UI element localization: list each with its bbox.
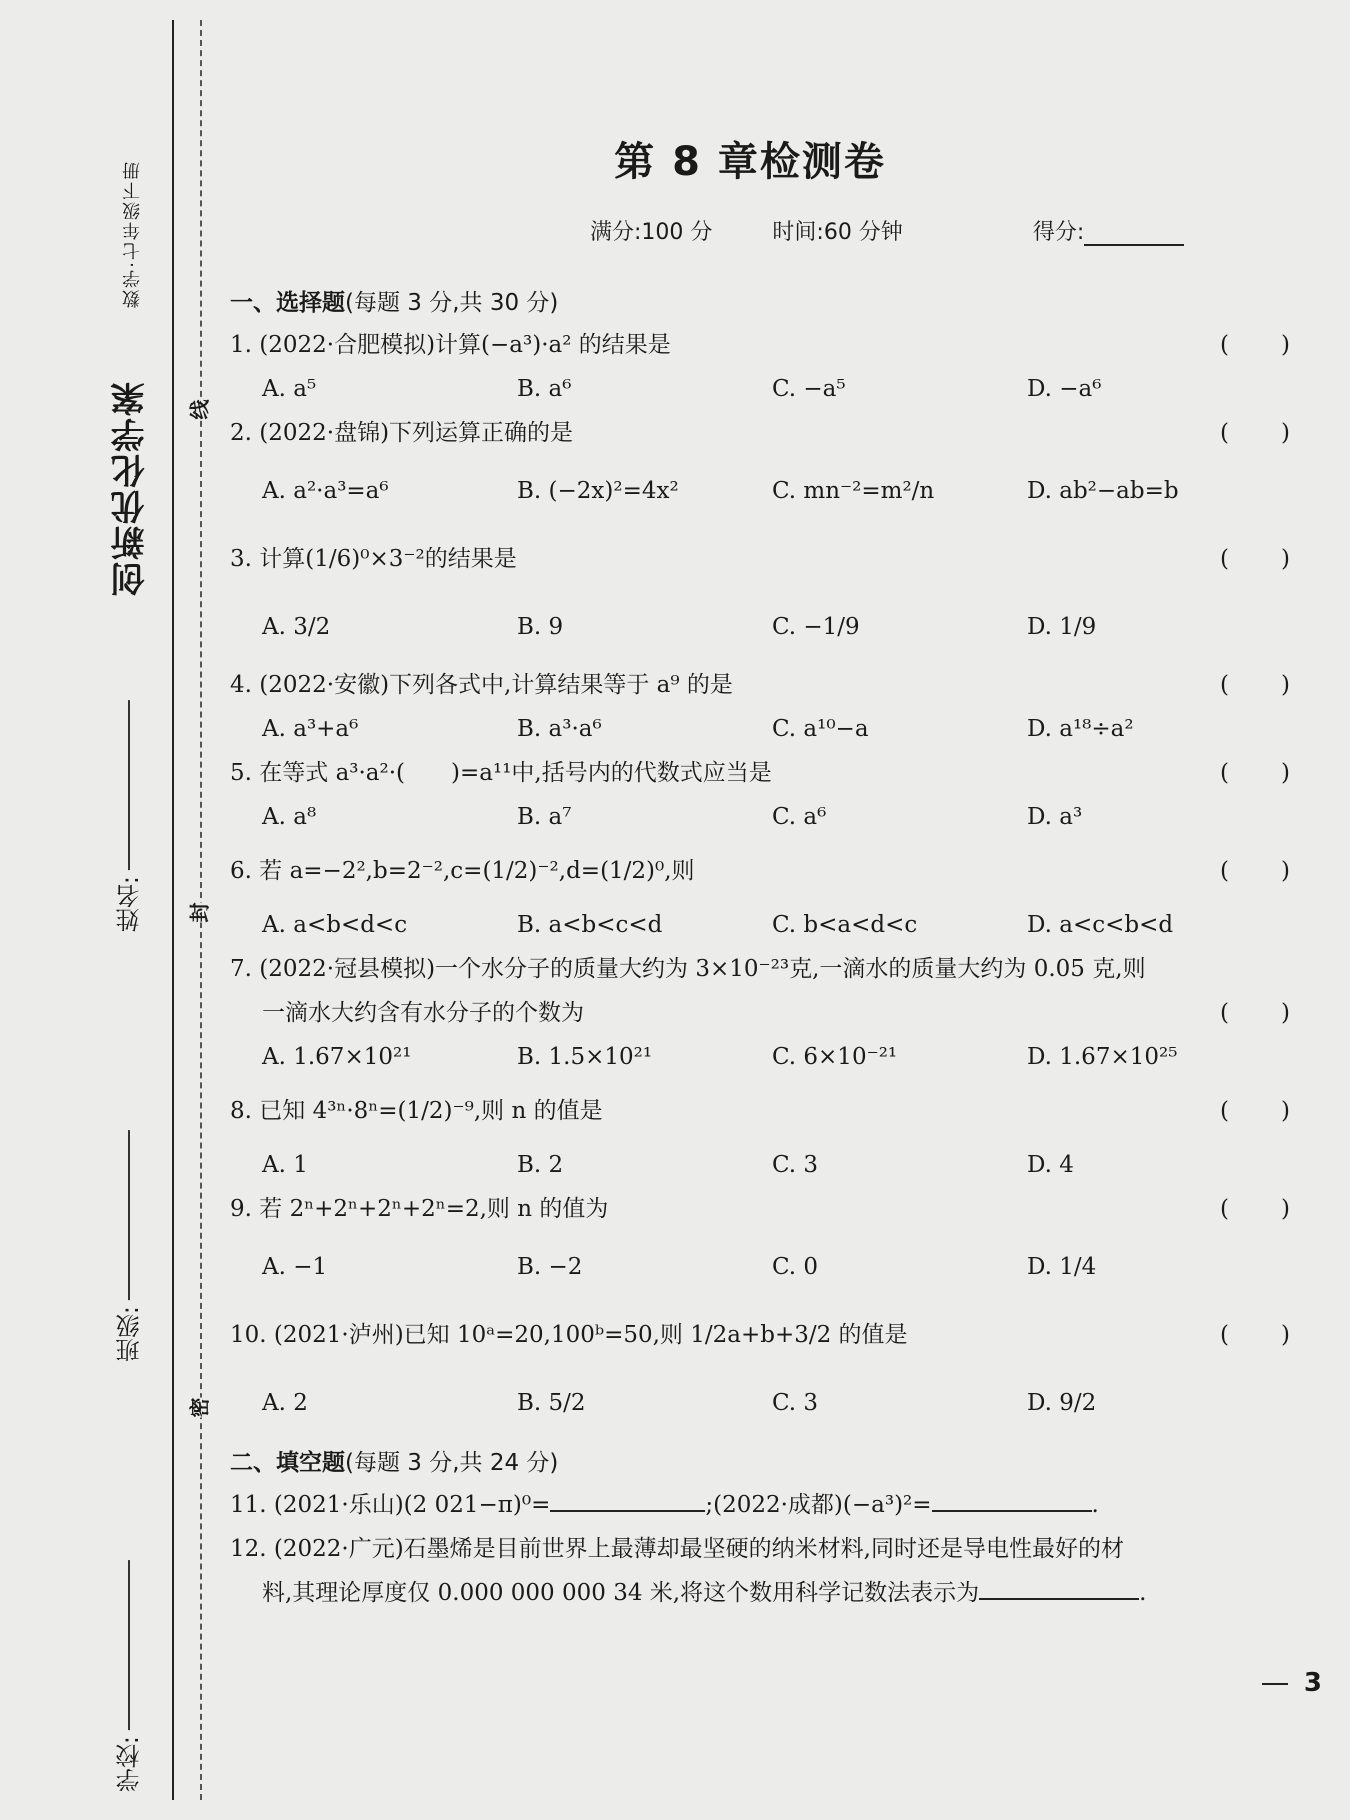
stem-text: 3. 计算(1/6)⁰×3⁻²的结果是 xyxy=(230,546,517,572)
option-d[interactable]: D. 1.67×10²⁵ xyxy=(1027,1044,1178,1070)
option-b[interactable]: B. a⁷ xyxy=(517,804,572,830)
paren-close: ) xyxy=(1281,1196,1290,1222)
page-number xyxy=(1262,1668,1322,1698)
question-stem xyxy=(230,1079,1290,1143)
paren-open: ( xyxy=(1220,672,1229,698)
answer-paren[interactable] xyxy=(1220,991,1290,1035)
answer-paren[interactable] xyxy=(1220,663,1290,707)
question-1 xyxy=(230,323,1290,411)
exam-meta xyxy=(590,215,1184,246)
section-heading xyxy=(230,283,1290,323)
answer-paren[interactable] xyxy=(1220,751,1290,795)
paren-close: ) xyxy=(1281,1322,1290,1348)
question-11 xyxy=(230,1483,1290,1527)
section-heading xyxy=(230,1443,1290,1483)
paren-open: ( xyxy=(1220,858,1229,884)
paren-open: ( xyxy=(1220,332,1229,358)
option-a[interactable]: A. 1 xyxy=(262,1152,308,1178)
school-field[interactable] xyxy=(112,1560,147,1792)
paren-open: ( xyxy=(1220,1000,1229,1026)
paren-open: ( xyxy=(1220,1322,1229,1348)
option-c[interactable]: C. a¹⁰−a xyxy=(772,716,869,742)
school-line xyxy=(129,1560,131,1730)
question-stem-line2 xyxy=(230,1571,1290,1615)
option-d[interactable]: D. a¹⁸÷a² xyxy=(1027,716,1134,742)
stem-text: 8. 已知 4³ⁿ·8ⁿ=(1/2)⁻⁹,则 n 的值是 xyxy=(230,1098,603,1124)
question-5 xyxy=(230,751,1290,839)
option-a[interactable]: A. a³+a⁶ xyxy=(262,716,359,742)
option-d[interactable]: D. 1/4 xyxy=(1027,1254,1097,1280)
options xyxy=(230,591,1290,663)
option-d[interactable]: D. ab²−ab=b xyxy=(1027,478,1179,504)
answer-paren[interactable] xyxy=(1220,411,1290,455)
option-b[interactable]: B. −2 xyxy=(517,1254,583,1280)
option-b[interactable]: B. a<b<c<d xyxy=(517,912,663,938)
paren-open: ( xyxy=(1220,420,1229,446)
option-b[interactable]: B. 2 xyxy=(517,1152,564,1178)
paren-close: ) xyxy=(1281,672,1290,698)
option-d[interactable]: D. 9/2 xyxy=(1027,1390,1097,1416)
stem-text: 9. 若 2ⁿ+2ⁿ+2ⁿ+2ⁿ=2,则 n 的值为 xyxy=(230,1196,609,1222)
question-stem xyxy=(230,751,1290,795)
question-7 xyxy=(230,947,1290,1079)
stem-text: 5. 在等式 a³·a²·( )=a¹¹中,括号内的代数式应当是 xyxy=(230,760,772,786)
stem-text: 10. (2021·泸州)已知 10ᵃ=20,100ᵇ=50,则 1/2a+b+3/2 的值是 xyxy=(230,1322,908,1348)
page-title: 第 8 章检测卷 xyxy=(614,139,886,185)
paren-open: ( xyxy=(1220,1098,1229,1124)
stem-text: 1. (2022·合肥模拟)计算(−a³)·a² 的结果是 xyxy=(230,332,671,358)
page-number-dash xyxy=(1262,1683,1288,1685)
paren-close: ) xyxy=(1281,760,1290,786)
option-b[interactable]: B. 1.5×10²¹ xyxy=(517,1044,653,1070)
score-field[interactable] xyxy=(1033,215,1184,246)
time-limit: 时间:60 分钟 xyxy=(772,220,903,245)
option-c[interactable]: C. a⁶ xyxy=(772,804,827,830)
option-c[interactable]: C. 0 xyxy=(772,1254,819,1280)
stem-text: 12. (2022·广元)石墨烯是目前世界上最薄却最坚硬的纳米材料,同时还是导电性最好的材 xyxy=(230,1536,1124,1562)
option-a[interactable]: A. a²·a³=a⁶ xyxy=(262,478,389,504)
option-c[interactable]: C. −a⁵ xyxy=(772,376,846,402)
school-label: 学校: xyxy=(116,1736,144,1793)
question-stem xyxy=(230,663,1290,707)
question-stem xyxy=(230,323,1290,367)
name-field[interactable] xyxy=(112,700,147,932)
page-number-text: 3 xyxy=(1303,1668,1322,1698)
answer-blank[interactable] xyxy=(979,1597,1139,1600)
option-a[interactable]: A. a<b<d<c xyxy=(262,912,408,938)
options xyxy=(230,795,1290,839)
margin-solid-line xyxy=(172,20,174,1800)
paren-close: ) xyxy=(1281,420,1290,446)
answer-paren[interactable] xyxy=(1220,527,1290,591)
question-stem xyxy=(230,839,1290,903)
paren-open: ( xyxy=(1220,1196,1229,1222)
option-d[interactable]: D. 4 xyxy=(1027,1152,1074,1178)
option-b[interactable]: B. 5/2 xyxy=(517,1390,586,1416)
answer-paren[interactable] xyxy=(1220,323,1290,367)
question-list xyxy=(230,283,1290,1615)
question-12 xyxy=(230,1527,1290,1615)
stem-text-2: ;(2022·成都)(−a³)²= xyxy=(705,1492,932,1518)
stem-text: 4. (2022·安徽)下列各式中,计算结果等于 a⁹ 的是 xyxy=(230,672,733,698)
options xyxy=(230,455,1290,527)
seal-char-xian: 线 xyxy=(184,400,213,420)
options xyxy=(230,1231,1290,1303)
option-c[interactable]: C. mn⁻²=m²/n xyxy=(772,478,935,504)
option-a[interactable]: A. 2 xyxy=(262,1390,308,1416)
question-3 xyxy=(230,527,1290,663)
option-d[interactable]: D. a³ xyxy=(1027,804,1083,830)
answer-paren[interactable] xyxy=(1220,1079,1290,1143)
full-score: 满分:100 分 xyxy=(590,220,713,245)
book-subtitle: 数学·七年级下册 xyxy=(122,160,143,308)
class-field[interactable] xyxy=(112,1130,147,1362)
answer-paren[interactable] xyxy=(1220,1187,1290,1231)
options xyxy=(230,1143,1290,1187)
option-b[interactable]: B. 9 xyxy=(517,614,564,640)
question-stem xyxy=(230,1527,1290,1571)
option-c[interactable]: C. 3 xyxy=(772,1152,819,1178)
section-note: (每题 3 分,共 30 分) xyxy=(345,290,559,316)
score-label: 得分: xyxy=(1032,220,1085,245)
paren-open: ( xyxy=(1220,546,1229,572)
class-label: 班级: xyxy=(116,1306,144,1363)
option-c[interactable]: C. b<a<d<c xyxy=(772,912,918,938)
section-note: (每题 3 分,共 24 分) xyxy=(345,1450,559,1476)
paren-close: ) xyxy=(1281,546,1290,572)
question-9 xyxy=(230,1187,1290,1303)
stem-text: 2. (2022·盘锦)下列运算正确的是 xyxy=(230,420,574,446)
option-c[interactable]: C. 3 xyxy=(772,1390,819,1416)
answer-paren[interactable] xyxy=(1220,839,1290,903)
stem-text-2: 一滴水大约含有水分子的个数为 xyxy=(262,1000,584,1026)
paren-close: ) xyxy=(1281,332,1290,358)
section-title: 二、填空题 xyxy=(230,1450,345,1476)
seal-char-mi: 密 xyxy=(184,1398,213,1418)
option-c[interactable]: C. 6×10⁻²¹ xyxy=(772,1044,898,1070)
paren-close: ) xyxy=(1281,1000,1290,1026)
question-2 xyxy=(230,411,1290,527)
question-8 xyxy=(230,1079,1290,1187)
options xyxy=(230,903,1290,947)
options xyxy=(230,707,1290,751)
question-6 xyxy=(230,839,1290,947)
stem-text: 6. 若 a=−2²,b=2⁻²,c=(1/2)⁻²,d=(1/2)⁰,则 xyxy=(230,858,695,884)
brand-logo: 创新优化学案 xyxy=(111,380,151,596)
stem-text: 7. (2022·冠县模拟)一个水分子的质量大约为 3×10⁻²³克,一滴水的质量大约为 0.05 克,则 xyxy=(230,956,1146,982)
stem-end: . xyxy=(1091,1492,1099,1518)
option-d[interactable]: D. a<c<b<d xyxy=(1027,912,1174,938)
option-a[interactable]: A. 1.67×10²¹ xyxy=(262,1044,412,1070)
question-stem xyxy=(230,1187,1290,1231)
option-b[interactable]: B. a³·a⁶ xyxy=(517,716,602,742)
question-4 xyxy=(230,663,1290,751)
options xyxy=(230,1367,1290,1439)
answer-blank[interactable] xyxy=(932,1509,1092,1512)
option-b[interactable]: B. (−2x)²=4x² xyxy=(517,478,679,504)
option-d[interactable]: D. −a⁶ xyxy=(1027,376,1102,402)
name-line xyxy=(129,700,131,870)
options xyxy=(230,367,1290,411)
paren-close: ) xyxy=(1281,1098,1290,1124)
question-10 xyxy=(230,1303,1290,1439)
paren-open: ( xyxy=(1220,760,1229,786)
question-stem xyxy=(230,947,1290,991)
stem-end: . xyxy=(1139,1580,1147,1606)
question-stem xyxy=(230,1303,1290,1367)
options xyxy=(230,1035,1290,1079)
paren-close: ) xyxy=(1281,858,1290,884)
stem-text: 11. (2021·乐山)(2 021−π)⁰= xyxy=(230,1492,551,1518)
question-stem-line2 xyxy=(230,991,1290,1035)
score-blank[interactable] xyxy=(1084,222,1184,246)
question-stem xyxy=(230,411,1290,455)
stem-text-2: 料,其理论厚度仅 0.000 000 000 34 米,将这个数用科学记数法表示为 xyxy=(262,1580,980,1606)
option-a[interactable]: A. 3/2 xyxy=(262,614,331,640)
question-stem xyxy=(230,527,1290,591)
answer-blank[interactable] xyxy=(550,1509,705,1512)
option-a[interactable]: A. a⁵ xyxy=(262,376,317,402)
option-a[interactable]: A. a⁸ xyxy=(262,804,317,830)
section-title: 一、选择题 xyxy=(230,290,345,316)
option-c[interactable]: C. −1/9 xyxy=(772,614,860,640)
name-label: 姓名: xyxy=(116,876,144,933)
option-a[interactable]: A. −1 xyxy=(262,1254,328,1280)
answer-paren[interactable] xyxy=(1220,1303,1290,1367)
seal-char-feng: 封 xyxy=(184,903,213,923)
option-d[interactable]: D. 1/9 xyxy=(1027,614,1097,640)
option-b[interactable]: B. a⁶ xyxy=(517,376,572,402)
class-line xyxy=(129,1130,131,1300)
